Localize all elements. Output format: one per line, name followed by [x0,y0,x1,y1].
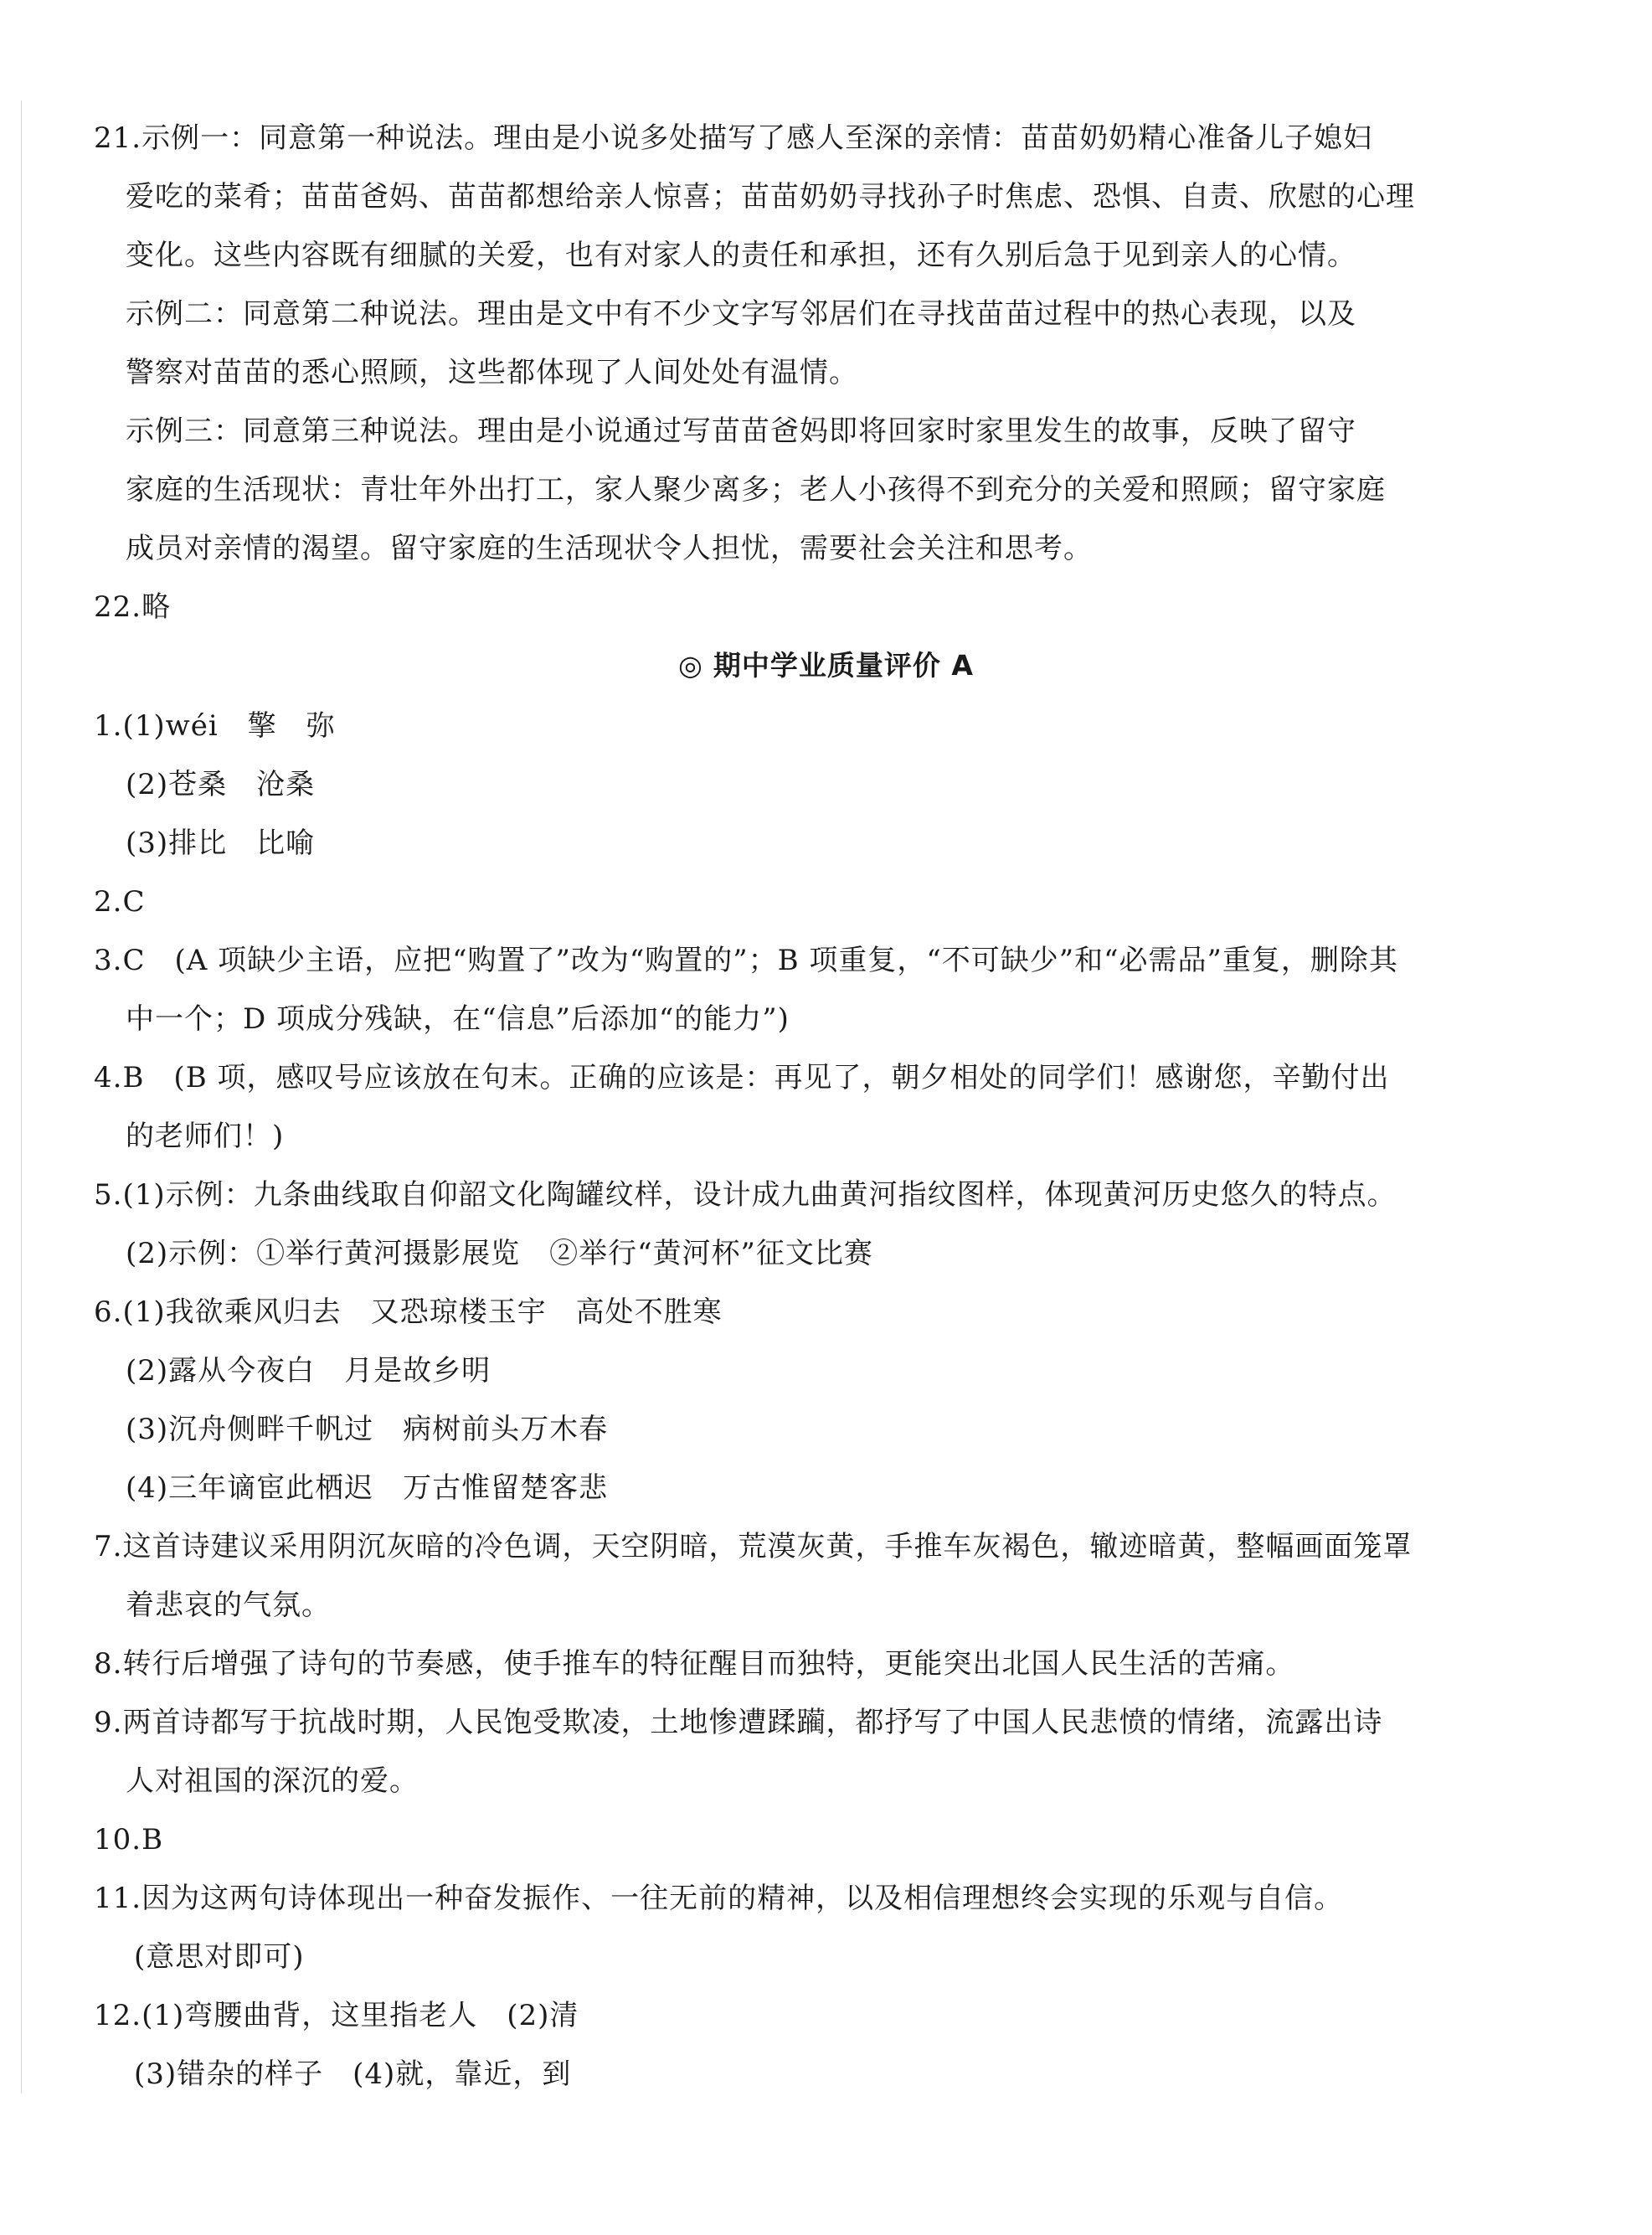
q21-line-7: 家庭的生活现状：青壮年外出打工，家人聚少离多；老人小孩得不到充分的关爱和照顾；留守家庭 [126,473,1386,507]
section-title-mark: ◎ [678,649,703,682]
answer-line-6: 中一个；D 项成分残缺，在“信息”后添加“的能力”) [126,1002,790,1036]
q21-line-3: 变化。这些内容既有细腻的关爱，也有对家人的责任和承担，还有久别后急于见到亲人的心情。 [126,239,1356,272]
answer-line-14: (4)三年谪宦此栖迟 万古惟留楚客悲 [126,1471,609,1505]
q21-line-5: 警察对苗苗的悉心照顾，这些都体现了人间处处有温情。 [126,356,858,389]
q21-line-2: 爱吃的菜肴；苗苗爸妈、苗苗都想给亲人惊喜；苗苗奶奶寻找孙子时焦虑、恐惧、自责、欣慰的心理 [126,180,1415,214]
answer-line-8: 的老师们！) [126,1120,285,1153]
answer-line-20: 10.B [94,1823,164,1856]
answer-line-15: 7.这首诗建议采用阴沉灰暗的冷色调，天空阴暗，荒漠灰黄，手推车灰褐色，辙迹暗黄，整幅画面笼罩 [94,1530,1413,1563]
answer-line-13: (3)沉舟侧畔千帆过 病树前头万木春 [126,1413,609,1446]
q21-line-8: 成员对亲情的渴望。留守家庭的生活现状令人担忧，需要社会关注和思考。 [126,532,1093,565]
q21-line-1: 21.示例一：同意第一种说法。理由是小说多处描写了感人至深的亲情：苗苗奶奶精心准备儿子媳妇 [94,121,1373,155]
answer-line-4: 2.C [94,885,146,919]
q21-line-4: 示例二：同意第二种说法。理由是文中有不少文字写邻居们在寻找苗苗过程中的热心表现，以及 [126,297,1356,331]
answer-line-5: 3.C (A 项缺少主语，应把“购置了”改为“购置的”；B 项重复，“不可缺少”和“必需品”重复，删除其 [94,944,1398,977]
q21-line-6: 示例三：同意第三种说法。理由是小说通过写苗苗爸妈即将回家时家里发生的故事，反映了留守 [126,415,1356,448]
section-title-text: 期中学业质量评价 A [713,649,974,682]
answer-line-12: (2)露从今夜白 月是故乡明 [126,1354,491,1388]
answer-line-22: (意思对即可) [134,1940,305,1974]
answer-line-18: 9.两首诗都写于抗战时期，人民饱受欺凌，土地惨遭蹂躏，都抒写了中国人民悲愤的情绪，流露出诗 [94,1706,1383,1739]
answer-line-16: 着悲哀的气氛。 [126,1589,331,1622]
q22-line: 22.略 [94,590,172,624]
answer-line-7: 4.B (B 项，感叹号应该放在句末。正确的应该是：再见了，朝夕相处的同学们！感谢您，辛勤付出 [94,1061,1390,1094]
answer-line-23: 12.(1)弯腰曲背，这里指老人 (2)清 [94,1999,579,2032]
section-title [0,646,1652,686]
answer-line-21: 11.因为这两句诗体现出一种奋发振作、一往无前的精神，以及相信理想终会实现的乐观与自信。 [94,1882,1344,1915]
answer-line-24: (3)错杂的样子 (4)就，靠近，到 [134,2057,572,2091]
answer-line-19: 人对祖国的深沉的爱。 [126,1764,419,1798]
answer-line-17: 8.转行后增强了诗句的节奏感，使手推车的特征醒目而独特，更能突出北国人民生活的苦痛。 [94,1647,1295,1681]
answer-line-2: (2)苍桑 沧桑 [126,768,316,801]
answer-line-9: 5.(1)示例：九条曲线取自仰韶文化陶罐纹样，设计成九曲黄河指纹图样，体现黄河历史悠久的特点。 [94,1178,1397,1212]
answer-line-11: 6.(1)我欲乘风归去 又恐琼楼玉宇 高处不胜寒 [94,1295,723,1329]
answer-line-10: (2)示例：①举行黄河摄影展览 ②举行“黄河杯”征文比赛 [126,1237,873,1270]
answer-line-1: 1.(1)wéi 擎 弥 [94,709,336,743]
answer-line-3: (3)排比 比喻 [126,827,316,860]
